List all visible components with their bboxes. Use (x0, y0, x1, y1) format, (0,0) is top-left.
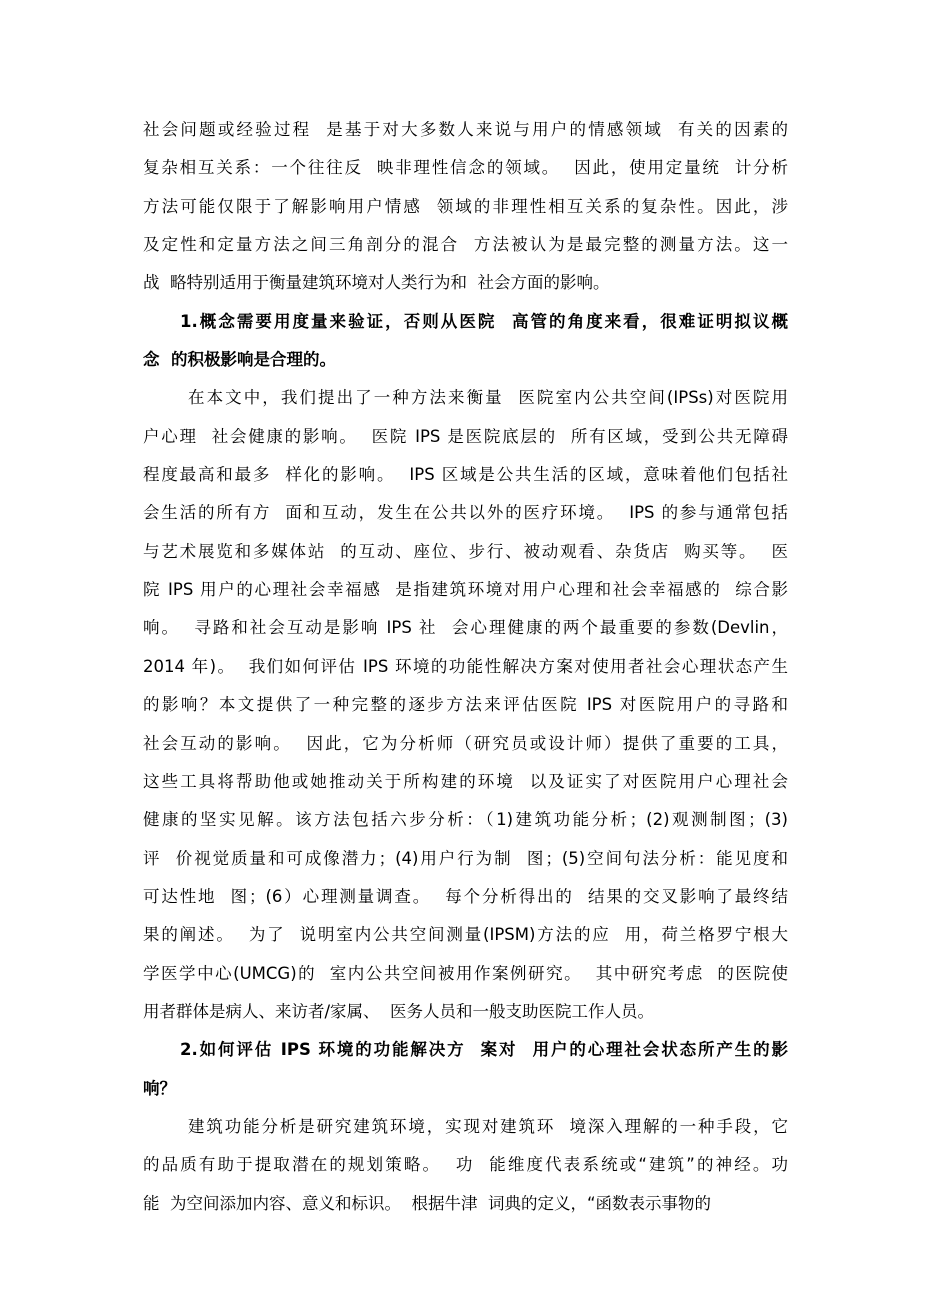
text-line: 程度最高和最多 样化的影响。 IPS 区域是公共生活的区域，意味着他们包括社 (143, 465, 788, 485)
text-line: 与艺术展览和多媒体站 的互动、座位、步行、被动观看、杂货店 购买等。 医 (143, 541, 788, 561)
text-line: 院 IPS 用户的心理社会幸福感 是指建筑环境对用户心理和社会幸福感的 综合影 (143, 580, 788, 600)
text-line: 会生活的所有方 面和互动，发生在公共以外的医疗环境。 IPS 的参与通常包括 (143, 503, 788, 523)
text-line: 健康的坚实见解。该方法包括六步分析：（1)建筑功能分析；(2)观测制图；(3) (143, 810, 788, 830)
text-line: 用者群体是病人、来访者/家属、 医务人员和一般支助医院工作人员。 (143, 1001, 655, 1021)
heading-line: 2.如何评估 IPS 环境的功能解决方 案对 用户的心理社会状态所产生的影 (180, 1040, 788, 1060)
text-line: 可达性地 图；(6）心理测量调查。 每个分析得出的 结果的交叉影响了最终结 (143, 886, 788, 906)
document-body (143, 111, 788, 1223)
text-line: 能 为空间添加内容、意义和标识。 根据牛津 词典的定义，“函数表示事物的 (143, 1193, 712, 1213)
text-line: 果的阐述。 为了 说明室内公共空间测量(IPSM)方法的应 用，荷兰格罗宁根大 (143, 925, 788, 945)
text-line: 社会问题或经验过程 是基于对大多数人来说与用户的情感领域 有关的因素的 (143, 120, 788, 139)
text-line: 在本文中，我们提出了一种方法来衡量 医院室内公共空间(IPSs)对医院用 (188, 388, 788, 408)
heading-line: 响？ (143, 1078, 176, 1098)
text-line: 户心理 社会健康的影响。 医院 IPS 是医院底层的 所有区域，受到公共无障碍 (143, 426, 788, 446)
text-line: 的品质有助于提取潜在的规划策略。 功 能维度代表系统或“建筑”的神经。功 (143, 1155, 788, 1175)
text-line: 这些工具将帮助他或她推动关于所构建的环境 以及证实了对医院用户心理社会 (143, 771, 788, 791)
text-line: 响。 寻路和社会互动是影响 IPS 社 会心理健康的两个最重要的参数(Devlin， (143, 618, 788, 638)
text-line: 社会互动的影响。 因此，它为分析师（研究员或设计师）提供了重要的工具， (143, 733, 788, 753)
text-line: 方法可能仅限于了解影响用户情感 领域的非理性相互关系的复杂性。因此，涉 (143, 196, 788, 216)
text-line: 评 价视觉质量和可成像潜力；(4)用户行为制 图；(5)空间句法分析：能见度和 (143, 848, 788, 868)
text-line: 学医学中心(UMCG)的 室内公共空间被用作案例研究。 其中研究考虑 的医院使 (143, 963, 788, 983)
text-line: 的影响？本文提供了一种完整的逐步方法来评估医院 IPS 对医院用户的寻路和 (143, 695, 788, 715)
body-paragraph (143, 379, 788, 1031)
body-paragraph (143, 111, 788, 303)
section-heading (143, 1031, 788, 1108)
heading-line: 1.概念需要用度量来验证，否则从医院 高管的角度来看，很难证明拟议概 (180, 311, 788, 331)
section-heading (143, 303, 788, 380)
body-paragraph (143, 1108, 788, 1223)
text-line: 战 略特别适用于衡量建筑环境对人类行为和 社会方面的影响。 (143, 273, 610, 293)
text-line: 2014 年)。 我们如何评估 IPS 环境的功能性解决方案对使用者社会心理状态产生 (143, 656, 788, 676)
text-line: 复杂相互关系：一个往往反 映非理性信念的领域。 因此，使用定量统 计分析 (143, 158, 788, 178)
text-line: 及定性和定量方法之间三角剖分的混合 方法被认为是最完整的测量方法。这一 (143, 235, 788, 255)
text-line: 建筑功能分析是研究建筑环境，实现对建筑环 境深入理解的一种手段，它 (188, 1116, 788, 1136)
heading-line: 念 的积极影响是合理的。 (143, 350, 336, 370)
